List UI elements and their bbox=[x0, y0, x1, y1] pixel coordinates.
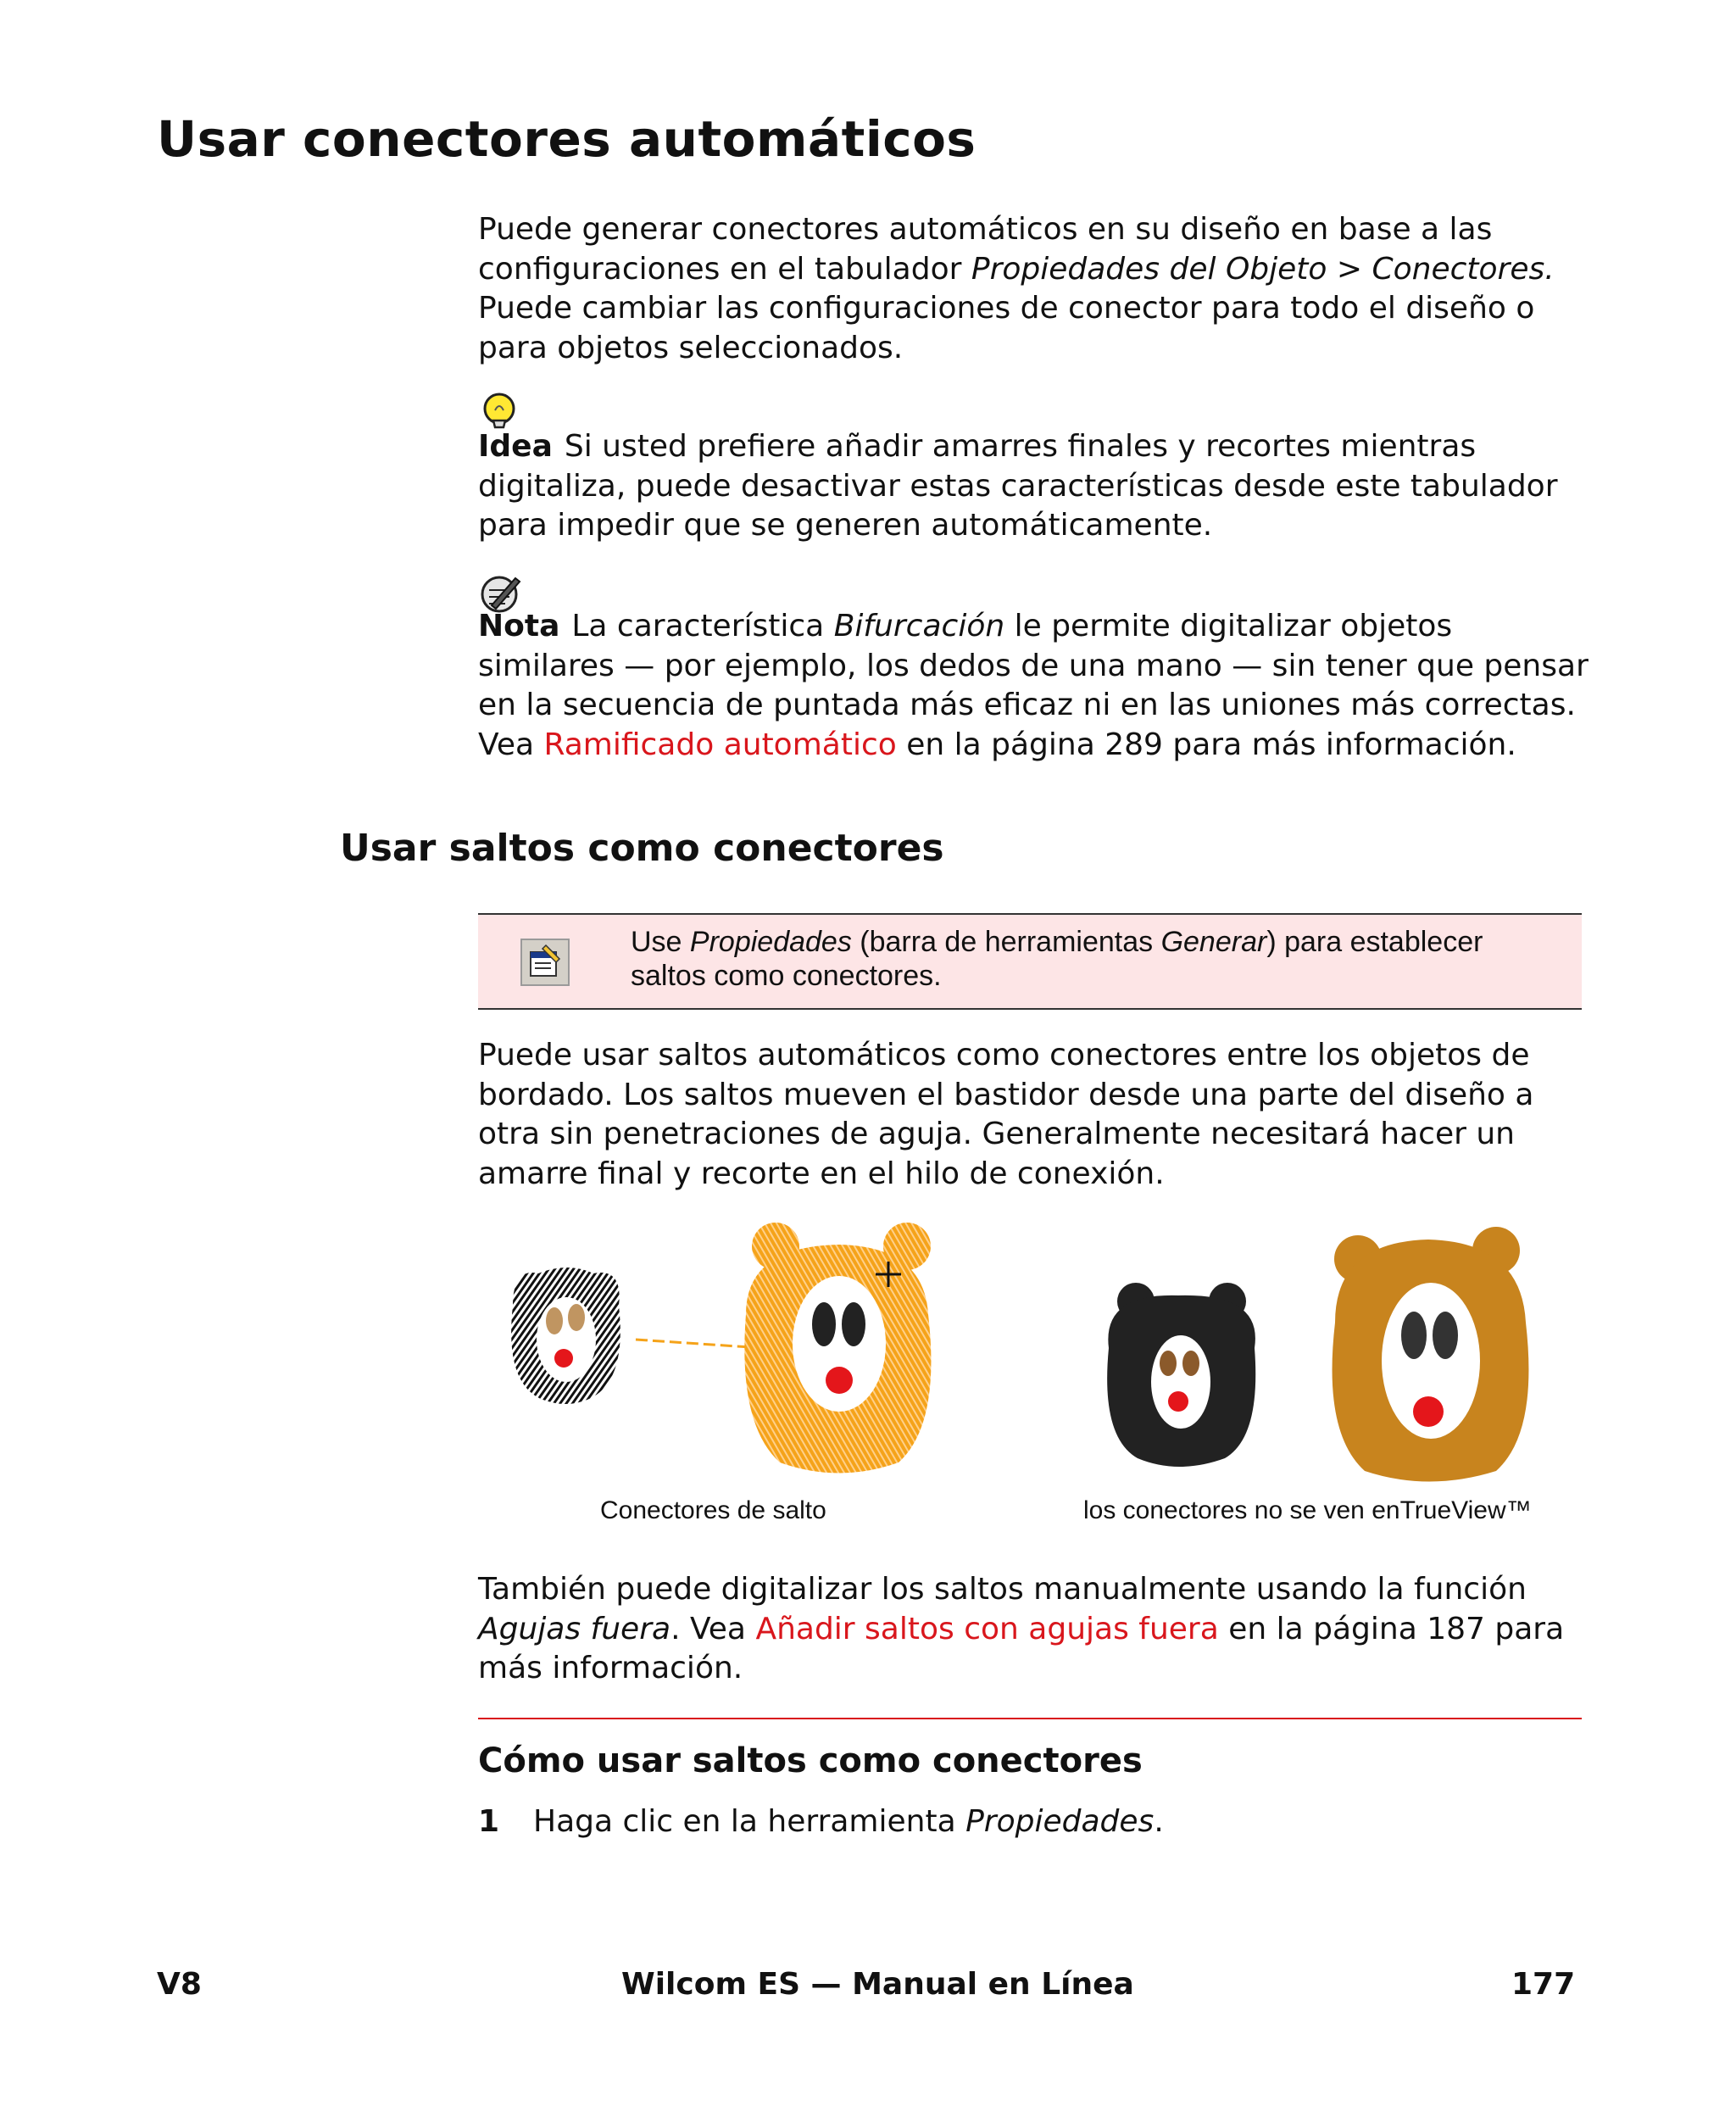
section-title: Usar saltos como conectores bbox=[340, 827, 944, 870]
step-text-1: Haga clic en la herramienta bbox=[533, 1804, 966, 1839]
step-number: 1 bbox=[478, 1804, 500, 1839]
note-label: Nota bbox=[478, 609, 560, 643]
footer-manual-title: Wilcom ES — Manual en Línea bbox=[621, 1967, 1134, 2002]
section-divider bbox=[478, 1718, 1582, 1719]
footer-page-number: 177 bbox=[1511, 1967, 1576, 2002]
intro-path: Propiedades del Objeto > Conectores. bbox=[971, 251, 1555, 287]
idea-tip bbox=[478, 427, 1589, 546]
intro-text: Puede generar conectores automáticos en su diseño en base a las configuraciones en el tabulador bbox=[478, 212, 1493, 287]
page-title: Usar conectores automáticos bbox=[157, 110, 976, 168]
intro-text-2: Puede cambiar las configuraciones de conector para todo el diseño o para objetos seleccionados. bbox=[478, 291, 1535, 365]
callout-toolbar: Generar bbox=[1160, 926, 1267, 958]
agujas-fuera-link[interactable]: Añadir saltos con agujas fuera bbox=[755, 1611, 1219, 1646]
note-feature: Bifurcación bbox=[833, 609, 1005, 643]
callout-text-3: ) para establecer saltos como conectores. bbox=[631, 926, 1483, 992]
ramificado-link[interactable]: Ramificado automático bbox=[543, 727, 897, 762]
note-text-2: le permite digitalizar objetos similares — por ejemplo, los dedos de una mano — sin tener que pensar en la secuencia de puntada más eficaz ni en las uniones más correctas. Vea bbox=[478, 609, 1589, 762]
embroidery-figure bbox=[500, 1221, 1577, 1492]
caption-trueview: los conectores no se ven enTrueView™ bbox=[1083, 1496, 1532, 1524]
note-text-3: en la página 289 para más información. bbox=[896, 727, 1516, 762]
orange-bear-stitch bbox=[744, 1223, 931, 1474]
manual-text-3: en la página 187 para más información. bbox=[478, 1611, 1565, 1685]
tool-callout bbox=[478, 913, 1582, 1010]
manual-jumps-paragraph bbox=[478, 1570, 1589, 1689]
manual-func: Agujas fuera bbox=[478, 1611, 671, 1646]
step-text-2: . bbox=[1154, 1804, 1164, 1839]
callout-text-1: Use bbox=[631, 926, 690, 958]
gold-bear-trueview bbox=[1333, 1227, 1529, 1482]
jumps-paragraph: Puede usar saltos automáticos como conectores entre los objetos de bordado. Los saltos mueven el bastidor desde una parte del diseño a otra sin penetraciones de aguja. Generalmente necesitará hacer un amarre final y recorte en el hilo de conexión. bbox=[478, 1038, 1534, 1191]
step-tool: Propiedades bbox=[965, 1804, 1155, 1839]
lightbulb-icon bbox=[480, 392, 519, 431]
note-paragraph bbox=[478, 607, 1589, 765]
callout-text bbox=[631, 925, 1563, 993]
black-bear-trueview bbox=[1107, 1283, 1255, 1467]
idea-label: Idea bbox=[478, 429, 553, 464]
caption-jump-connectors: Conectores de salto bbox=[600, 1496, 826, 1524]
black-bear-stitch bbox=[511, 1267, 620, 1404]
note-text: La característica bbox=[571, 609, 834, 643]
step-text bbox=[533, 1804, 1164, 1839]
manual-text: También puede digitalizar los saltos manualmente usando la función bbox=[478, 1572, 1527, 1607]
callout-tool: Propiedades bbox=[689, 926, 852, 958]
manual-text-2: . Vea bbox=[670, 1611, 756, 1646]
properties-tool-icon[interactable] bbox=[520, 939, 570, 986]
howto-title: Cómo usar saltos como conectores bbox=[478, 1741, 1143, 1780]
idea-text: Si usted prefiere añadir amarres finales y recortes mientras digitaliza, puede desactivar estas características desde este tabulador para impedir que se generen automáticamente. bbox=[478, 429, 1558, 543]
intro-paragraph bbox=[478, 210, 1589, 368]
callout-text-2: (barra de herramientas bbox=[851, 926, 1161, 958]
footer-version: V8 bbox=[157, 1967, 202, 2002]
